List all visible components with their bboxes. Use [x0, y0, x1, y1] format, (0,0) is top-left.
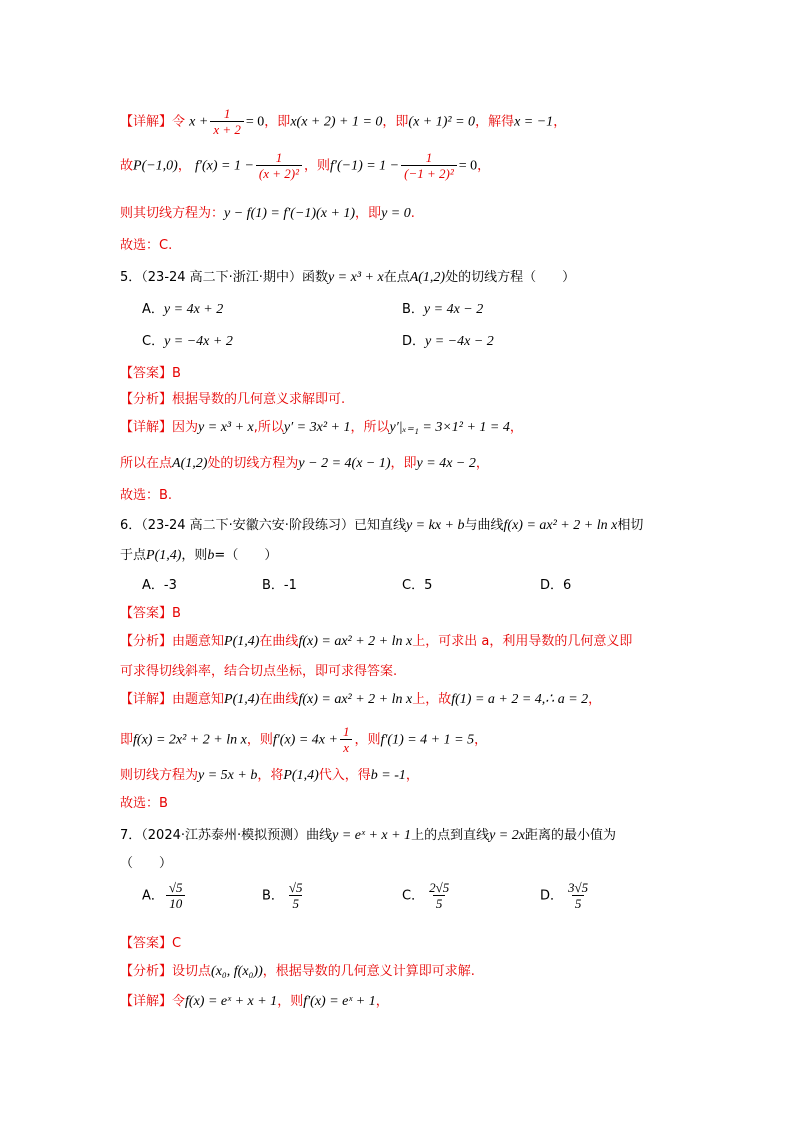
q4-choice: 故选：C. [120, 238, 173, 253]
q6-detail-line2: 即f(x) = 2x² + 2 + ln x，则f′(x) = 4x + $\frac{1}{x}$ ，则f′(1) = 4 + 1 = 5， [120, 724, 488, 755]
q5-answer: 【答案】B [120, 366, 181, 381]
q6-option-b: B．-1 [262, 578, 297, 593]
q7-option-c: C． $\frac{2√5}{5}$ [402, 880, 450, 911]
q5-choice: 故选：B. [120, 488, 173, 503]
q4-detail-line1: 【详解】令 x + $\frac{1}{x + 2}$ = 0，即x(x + 2) + 1 = 0，即(x + 1)² = 0，解得x = −1， [120, 106, 567, 137]
q7-detail-line1: 【详解】令f(x) = eˣ + x + 1，则f′(x) = eˣ + 1， [120, 994, 389, 1009]
detail-tag: 【详解】 [120, 114, 173, 130]
q6-option-c: C．5 [402, 578, 433, 593]
q5-stem: 5．（23-24 高二下·浙江·期中）函数y = x³ + x在点A(1,2)处的切线方程（ ） [120, 270, 576, 285]
q7-answer: 【答案】C [120, 936, 182, 951]
q6-stem-line2: 于点P(1,4)，则b=（ ） [120, 548, 278, 563]
q5-option-c: C．y = −4x + 2 [142, 334, 233, 349]
q6-option-d: D．6 [540, 578, 572, 593]
q7-option-d: D． $\frac{3√5}{5}$ [540, 880, 589, 911]
q7-analysis: 【分析】设切点(x₀, f(x₀))，根据导数的几何意义计算即可求解. [120, 964, 475, 979]
fraction: $\frac{1}{\text{(x + 2)²}}$ [256, 150, 302, 182]
q4-detail-line2: 故P(−1,0)， f′(x) = 1 − $\frac{1}{\text{(x + 2)²}}$ ，则f′(−1) = 1 − $\frac{1}{\text{(−1 + 2)²}}$ = 0， [120, 150, 491, 181]
q7-option-b: B． $\frac{√5}{5}$ [262, 880, 303, 911]
q7-option-a: A． $\frac{√5}{10}$ [142, 880, 188, 912]
q6-stem: 6．（23-24 高二下·安徽六安·阶段练习）已知直线y = kx + b与曲线f(x) = ax² + 2 + ln x相切 [120, 518, 644, 533]
q6-choice: 故选：B [120, 796, 168, 811]
q7-stem: 7．（2024·江苏泰州·模拟预测）曲线y = eˣ + x + 1上的点到直线y = 2x距离的最小值为 [120, 828, 616, 843]
q5-detail-line2: 所以在点A(1,2)处的切线方程为y − 2 = 4(x − 1)，即y = 4x − 2， [120, 456, 489, 471]
q5-option-b: B．y = 4x − 2 [402, 302, 484, 317]
q6-detail-line3: 则切线方程为y = 5x + b，将P(1,4)代入，得b = -1， [120, 768, 419, 783]
q4-detail-line3: 则其切线方程为：y − f(1) = f′(−1)(x + 1)，即y = 0. [120, 206, 415, 221]
q5-detail-line1: 【详解】因为y = x³ + x,所以y′ = 3x² + 1，所以y′|ₓ₌₁ = 3×1² + 1 = 4， [120, 420, 523, 435]
q5-option-a: A．y = 4x + 2 [142, 302, 224, 317]
q6-answer: 【答案】B [120, 606, 181, 621]
q7-stem-line2: （ ） [120, 856, 173, 871]
fraction: $\frac{1}{x}$ [340, 724, 353, 756]
q6-detail-line1: 【详解】由题意知P(1,4)在曲线f(x) = ax² + 2 + ln x上，故f(1) = a + 2 = 4,∴ a = 2， [120, 692, 602, 707]
q5-analysis: 【分析】根据导数的几何意义求解即可. [120, 392, 346, 407]
q5-option-d: D．y = −4x − 2 [402, 334, 494, 349]
q6-analysis-line1: 【分析】由题意知P(1,4)在曲线f(x) = ax² + 2 + ln x上，可求出 a，利用导数的几何意义即 [120, 634, 633, 649]
fraction: $\frac{1}{x + 2}$ [210, 106, 244, 138]
q6-option-a: A．-3 [142, 578, 177, 593]
fraction: $\frac{1}{\text{(−1 + 2)²}}$ [401, 150, 457, 182]
q6-analysis-line2: 可求得切线斜率，结合切点坐标，即可求得答案. [120, 664, 398, 679]
